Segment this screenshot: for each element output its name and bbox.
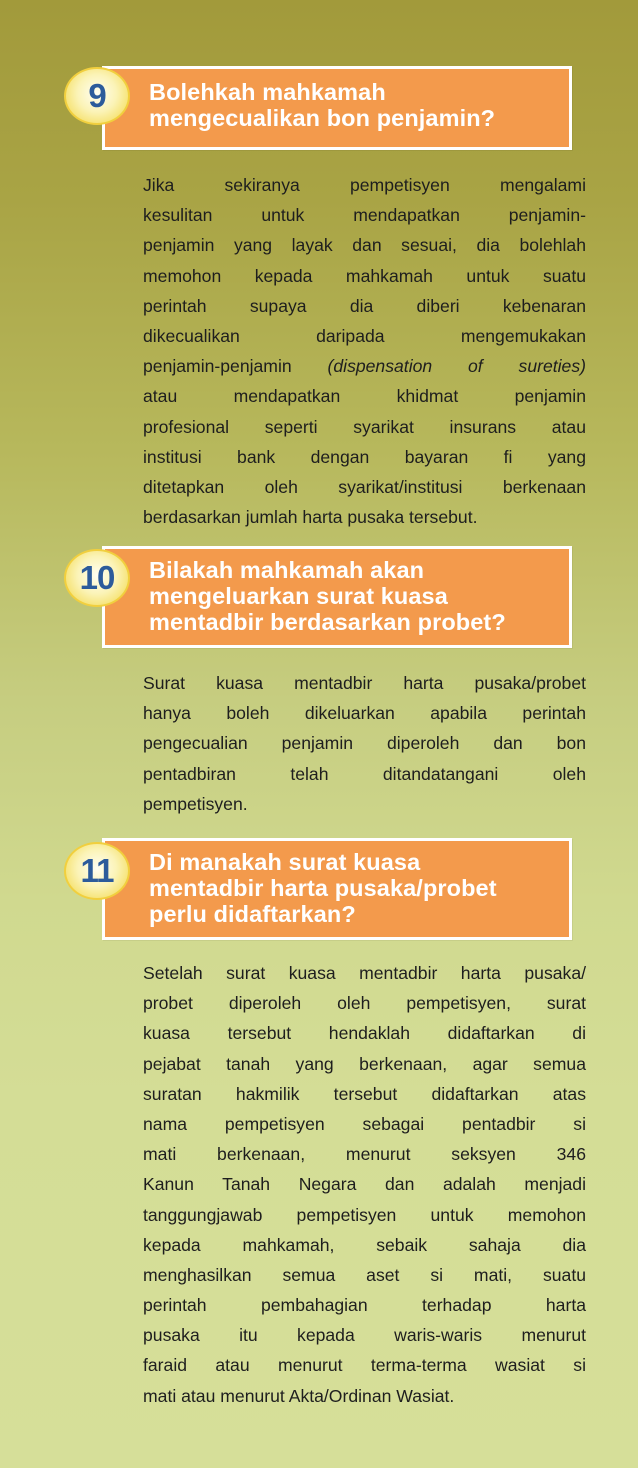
question-line: mengecualikan bon penjamin? [149, 105, 496, 131]
answer-line: profesional seperti syarikat insurans atau [143, 416, 586, 437]
answer-italic-term: (dispensation of sureties) [327, 356, 586, 377]
answer-paragraph-11 [143, 958, 586, 1411]
question-line: Bolehkah mahkamah [149, 79, 386, 105]
answer-line: mati berkenaan, menurut seksyen 346 [143, 1144, 586, 1165]
question-box-11 [102, 838, 572, 940]
answer-line: ditetapkan oleh syarikat/institusi berkenaan [143, 476, 586, 497]
answer-line: pejabat tanah yang berkenaan, agar semua [143, 1053, 586, 1074]
answer-line: pusaka itu kepada waris-waris menurut [143, 1325, 586, 1346]
answer-line: tanggungjawab pempetisyen untuk memohon [143, 1204, 586, 1225]
answer-line: memohon kepada mahkamah untuk suatu [143, 265, 586, 286]
answer-line: kesulitan untuk mendapatkan penjamin- [143, 205, 586, 226]
question-heading-9 [149, 79, 559, 131]
answer-line: Surat kuasa mentadbir harta pusaka/probet [143, 673, 586, 693]
question-heading-10 [149, 557, 559, 635]
answer-line: nama pempetisyen sebagai pentadbir si [143, 1113, 586, 1134]
answer-line: Jika sekiranya pempetisyen mengalami [143, 175, 586, 195]
question-line: mengeluarkan surat kuasa [149, 583, 448, 609]
answer-line: dikecualikan daripada mengemukakan [143, 325, 586, 346]
answer-line: faraid atau menurut terma-terma wasiat si [143, 1355, 586, 1376]
number-badge-10 [64, 549, 130, 607]
answer-line: kepada mahkamah, sebaik sahaja dia [143, 1234, 586, 1255]
answer-line: pentadbiran telah ditandatangani oleh [143, 763, 586, 784]
answer-text: penjamin-penjamin [143, 356, 292, 377]
answer-line: penjamin yang layak dan sesuai, dia bolehlah [143, 235, 586, 256]
question-line: mentadbir harta pusaka/probet [149, 875, 497, 901]
number-badge-9 [64, 67, 130, 125]
question-line: Bilakah mahkamah akan [149, 557, 425, 583]
question-line: perlu didaftarkan? [149, 901, 356, 927]
answer-line: pempetisyen. [143, 793, 248, 814]
number-badge-11 [64, 842, 130, 900]
answer-line: probet diperoleh oleh pempetisyen, surat [143, 993, 586, 1014]
badge-number: 9 [88, 77, 106, 114]
badge-number: 10 [79, 559, 115, 596]
question-box-10 [102, 546, 572, 648]
answer-line: atau mendapatkan khidmat penjamin [143, 386, 586, 407]
question-line: mentadbir berdasarkan probet? [149, 609, 506, 635]
badge-number: 11 [80, 852, 114, 889]
answer-line: hanya boleh dikeluarkan apabila perintah [143, 703, 586, 724]
answer-line: berdasarkan jumlah harta pusaka tersebut. [143, 507, 478, 528]
answer-line: perintah supaya dia diberi kebenaran [143, 295, 586, 316]
answer-line: institusi bank dengan bayaran fi yang [143, 446, 586, 467]
answer-line: Kanun Tanah Negara dan adalah menjadi [143, 1174, 586, 1195]
answer-line: kuasa tersebut hendaklah didaftarkan di [143, 1023, 586, 1044]
answer-line: perintah pembahagian terhadap harta [143, 1295, 586, 1316]
answer-line: pengecualian penjamin diperoleh dan bon [143, 733, 586, 754]
question-heading-11 [149, 849, 559, 927]
answer-line: suratan hakmilik tersebut didaftarkan atas [143, 1083, 586, 1104]
question-line: Di manakah surat kuasa [149, 849, 421, 875]
question-box-9 [102, 66, 572, 150]
answer-line: Setelah surat kuasa mentadbir harta pusaka/ [143, 963, 586, 983]
answer-paragraph-9 [143, 170, 586, 532]
answer-paragraph-10 [143, 668, 586, 819]
answer-line [143, 351, 586, 381]
answer-line: menghasilkan semua aset si mati, suatu [143, 1264, 586, 1285]
answer-line: mati atau menurut Akta/Ordinan Wasiat. [143, 1385, 455, 1406]
